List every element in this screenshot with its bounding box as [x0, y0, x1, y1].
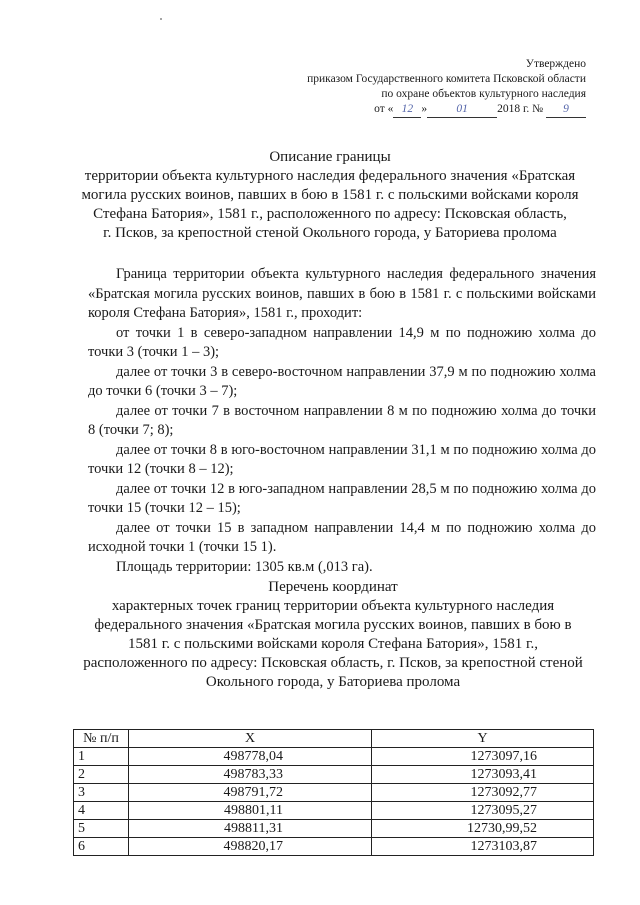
- date-year: 2018 г. №: [497, 103, 544, 115]
- cell-x: 498801,11: [129, 802, 372, 820]
- description-title: [60, 148, 600, 243]
- cell-y: 12730,99,52: [372, 820, 594, 838]
- cell-y: 1273092,77: [372, 784, 594, 802]
- description-title-line: г. Псков, за крепостной стеной Окольного города, у Баториева пролома: [103, 225, 557, 241]
- description-paragraph: далее от точки 12 в юго-западном направлении 28,5 м по подножию холма до точки 15 (точки 12 – 15);: [88, 480, 596, 516]
- cell-number: 4: [74, 802, 129, 820]
- description-paragraph: Граница территории объекта культурного наследия федерального значения «Братская могила русских воинов, павших в бою в 1581 г. с польскими войсками короля Стефана Батория», 1581 г., проходит:: [88, 266, 596, 321]
- order-number: 9: [546, 102, 586, 118]
- cell-number: 5: [74, 820, 129, 838]
- date-month: 01: [427, 102, 497, 118]
- coordinates-table: [73, 729, 594, 856]
- table-row: [74, 838, 594, 856]
- cell-y: 1273103,87: [372, 838, 594, 856]
- coordinates-title-line: расположенного по адресу: Псковская область, г. Псков, за крепостной стеной: [83, 655, 583, 671]
- description-title-line: территории объекта культурного наследия федерального значения «Братская: [84, 168, 576, 184]
- table-row: [74, 748, 594, 766]
- cell-y: 1273097,16: [372, 748, 594, 766]
- table-row: [74, 802, 594, 820]
- cell-x: 498791,72: [129, 784, 372, 802]
- coordinates-title-line: Окольного города, у Баториева пролома: [205, 674, 461, 690]
- table-row: [74, 766, 594, 784]
- description-paragraph: от точки 1 в северо-западном направлении 14,9 м по подножию холма до точки 3 (точки 1 – 3);: [88, 324, 596, 360]
- description-paragraph: далее от точки 7 в восточном направлении 8 м по подножию холма до точки 8 (точки 7; 8);: [88, 402, 596, 438]
- scan-speck: [160, 18, 162, 20]
- cell-number: 2: [74, 766, 129, 784]
- cell-number: 1: [74, 748, 129, 766]
- date-day: 12: [393, 102, 421, 118]
- coordinates-title: [68, 578, 598, 692]
- table-row: [74, 820, 594, 838]
- coordinates-title-line: Перечень координат: [268, 579, 398, 595]
- cell-number: 6: [74, 838, 129, 856]
- description-body: [88, 265, 596, 577]
- approval-date-line: [307, 102, 586, 118]
- approval-stamp: [307, 57, 586, 118]
- table-row: [74, 784, 594, 802]
- approval-line-2: приказом Государственного комитета Псковской области: [307, 73, 586, 85]
- cell-x: 498783,33: [129, 766, 372, 784]
- approval-line-1: Утверждено: [525, 58, 586, 70]
- coordinates-title-line: федерального значения «Братская могила русских воинов, павших в бою в: [94, 617, 572, 633]
- cell-x: 498811,31: [129, 820, 372, 838]
- date-mid: »: [421, 103, 428, 115]
- cell-x: 498778,04: [129, 748, 372, 766]
- coordinates-title-line: характерных точек границ территории объекта культурного наследия: [111, 598, 555, 614]
- coordinates-title-line: 1581 г. с польскими войсками короля Стефана Батория», 1581 г.,: [127, 636, 539, 652]
- description-title-line: Стефана Батория», 1581 г., расположенного по адресу: Псковская область,: [93, 206, 567, 222]
- description-paragraph: далее от точки 15 в западном направлении 14,4 м по подножию холма до исходной точки 1 (точки 15 1).: [88, 519, 596, 555]
- cell-y: 1273093,41: [372, 766, 594, 784]
- description-paragraph: далее от точки 8 в юго-восточном направлении 31,1 м по подножию холма до точки 12 (точки 8 – 12);: [88, 441, 596, 477]
- cell-number: 3: [74, 784, 129, 802]
- description-title-line: могила русских воинов, павших в бою в 1581 г. с польскими войсками короля: [81, 187, 579, 203]
- description-paragraph: далее от точки 3 в северо-восточном направлении 37,9 м по подножию холма до точки 6 (точки 3 – 7);: [88, 363, 596, 399]
- header-y: Y: [372, 730, 594, 748]
- header-number: № п/п: [74, 730, 129, 748]
- date-prefix: от «: [374, 103, 394, 115]
- area-paragraph: Площадь территории: 1305 кв.м (,013 га).: [116, 558, 373, 575]
- approval-line-3: по охране объектов культурного наследия: [381, 88, 586, 100]
- header-x: X: [129, 730, 372, 748]
- description-title-line: Описание границы: [269, 149, 391, 165]
- table-header-row: [74, 730, 594, 748]
- cell-x: 498820,17: [129, 838, 372, 856]
- cell-y: 1273095,27: [372, 802, 594, 820]
